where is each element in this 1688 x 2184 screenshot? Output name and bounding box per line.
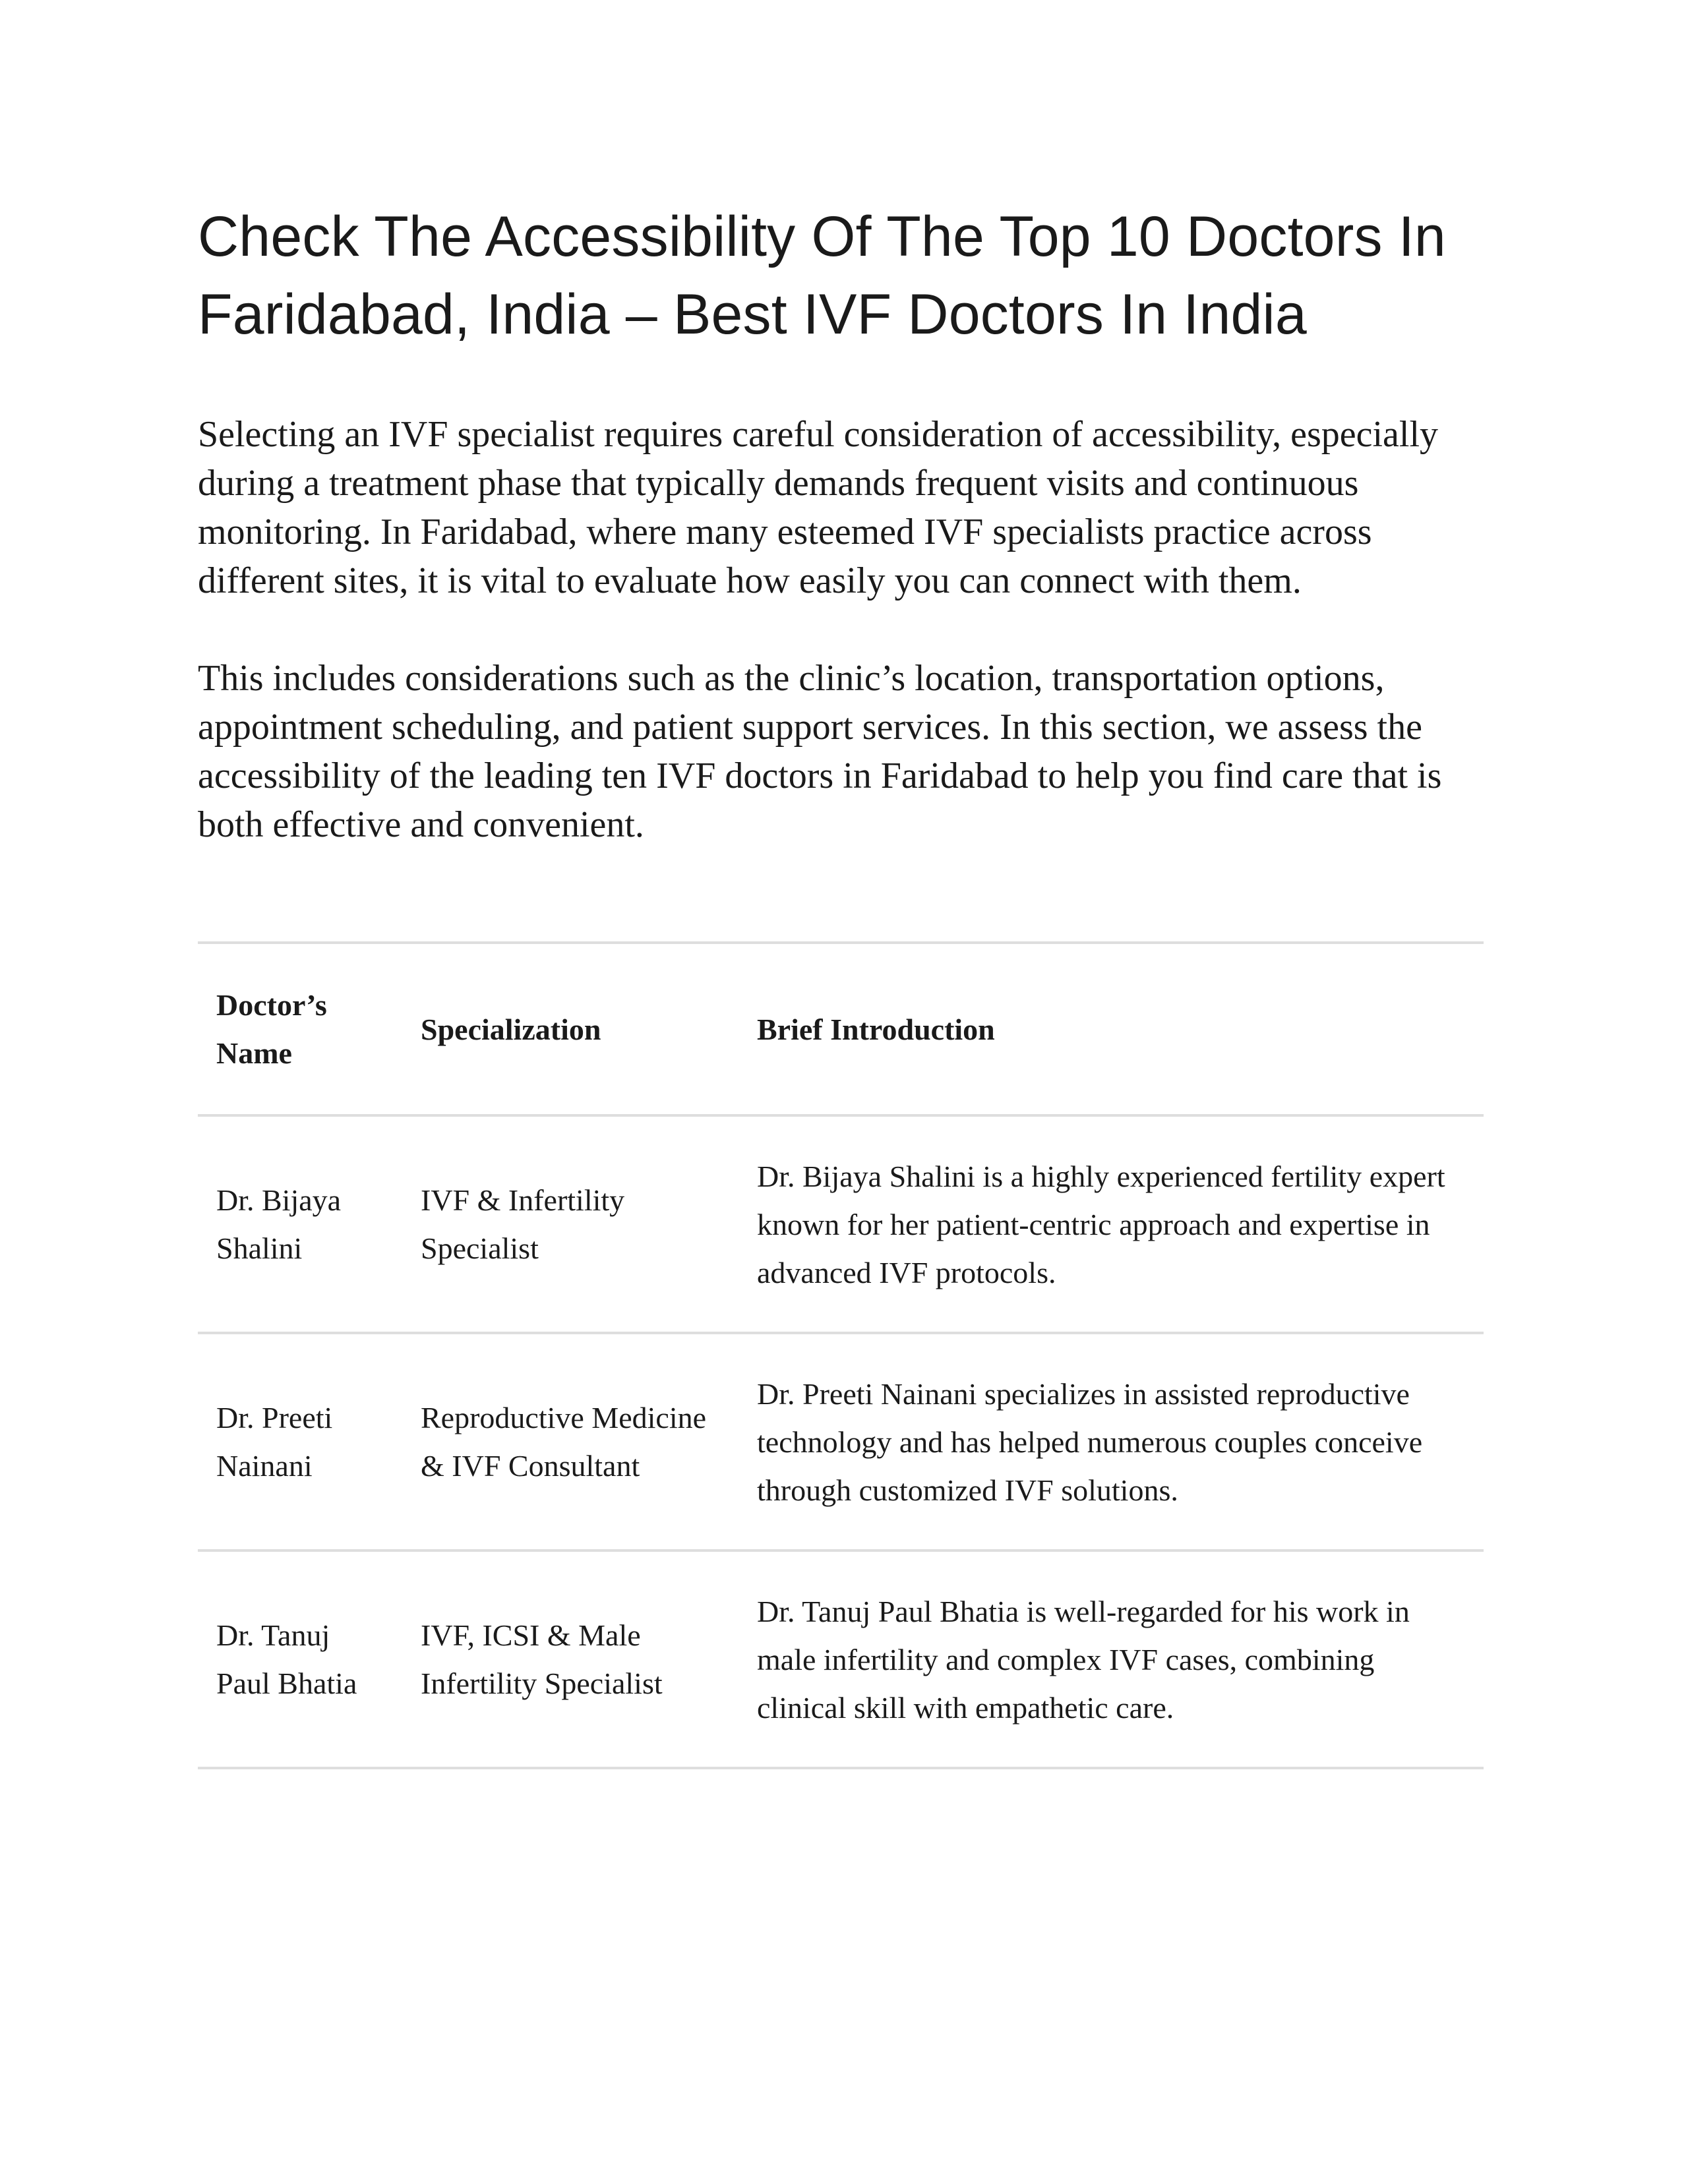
accessibility-paragraph: This includes considerations such as the clinic’s location, transportation options, appointment scheduling, and patient support services. In this section, we assess the accessibility of the leading ten IVF doctors in Faridabad to help you find care that is both effective and convenient. <box>198 658 1442 845</box>
introduction-cell: Dr. Tanuj Paul Bhatia is well-regarded for his work in male infertility and complex IVF cases, combining clinical skill with empathetic care. <box>738 1550 1484 1768</box>
table-row <box>198 1115 1484 1333</box>
header-brief-introduction: Brief Introduction <box>738 943 1484 1115</box>
doctor-name-cell: Dr. Preeti Nainani <box>198 1333 402 1550</box>
header-specialization: Specialization <box>402 943 738 1115</box>
intro-paragraph: Selecting an IVF specialist requires careful consideration of accessibility, especially during a treatment phase that typically demands frequent visits and continuous monitoring. In Faridabad, where many esteemed IVF specialists practice across different sites, it is vital to evaluate how easily you can connect with them. <box>198 414 1439 601</box>
doctor-name-cell: Dr. Tanuj Paul Bhatia <box>198 1550 402 1768</box>
specialization-cell: IVF, ICSI & Male Infertility Specialist <box>402 1550 738 1768</box>
doctors-table <box>198 941 1484 1769</box>
specialization-cell: Reproductive Medicine & IVF Consultant <box>402 1333 738 1550</box>
document-body <box>198 198 1484 849</box>
table-row <box>198 1550 1484 1768</box>
table-header-row <box>198 943 1484 1115</box>
page-title: Check The Accessibility Of The Top 10 Doctors In Faridabad, India – Best IVF Doctors In India <box>198 205 1446 346</box>
specialization-cell: IVF & Infertility Specialist <box>402 1115 738 1333</box>
table-row <box>198 1333 1484 1550</box>
introduction-cell: Dr. Bijaya Shalini is a highly experienced fertility expert known for her patient-centric approach and expertise in advanced IVF protocols. <box>738 1115 1484 1333</box>
introduction-cell: Dr. Preeti Nainani specializes in assisted reproductive technology and has helped numerous couples conceive through customized IVF solutions. <box>738 1333 1484 1550</box>
doctor-name-cell: Dr. Bijaya Shalini <box>198 1115 402 1333</box>
header-doctor-name: Doctor’s Name <box>198 943 402 1115</box>
